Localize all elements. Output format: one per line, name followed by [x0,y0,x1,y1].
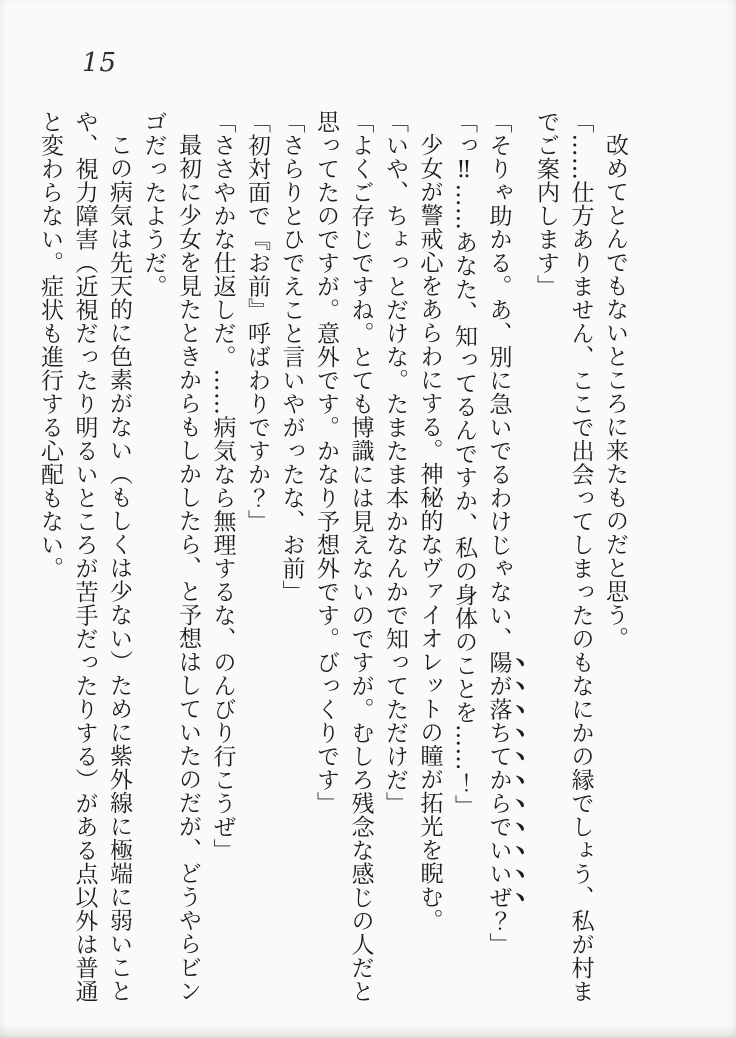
text-run: 「ささやかな仕返しだ。……病気なら無理するな、のんびり行こうぜ」 [209,110,236,862]
paragraph [274,110,309,1015]
paragraph [598,110,633,1015]
paragraph [309,110,378,1015]
paragraph [240,110,275,1015]
paragraph [33,110,137,1015]
text-run: 「よくご存じですね。とても博識には見えないのですが。むしろ残念な感じの人だと思ってたのですが。意外です。かなり予想外です。びっくりです」 [313,110,374,1003]
paragraph [205,110,240,1015]
text-run: 「……仕方ありません、ここで出会ってしまったのもなにかの縁でしょう、私が村までご案内します」 [533,110,594,1003]
text-run: 「さらりとひでえこと言いやがったな、お前」 [278,110,305,604]
paragraph [529,110,598,1015]
paragraph [481,110,529,1015]
paragraph [136,110,205,1015]
page-text [37,110,632,1015]
emphasized-text: 陽が落ちてからでいいぜ [485,650,512,909]
page-number: 15 [82,48,118,78]
text-run: ？」 [485,909,512,956]
paragraph [412,110,447,1015]
text-run: 改めてとんでもないところに来たものだと思う。 [602,133,628,650]
text-run: 少女が警戒心をあらわにする。神秘的なヴァイオレットの瞳が拓光を睨む。 [416,133,443,932]
text-run: 「そりゃ助かる。あ、別に急いでるわけじゃない、 [485,110,512,651]
text-run: 最初に少女を見たときからもしかしたら、と予想はしていたのだが、どうやらビンゴだったようだ。 [140,110,201,1003]
paragraph [378,110,413,1015]
text-run: 「っ‼……あなた、知ってるんですか、私の身体のことを……！」 [451,110,477,818]
text-run: 「いや、ちょっとだけな。たまたま本かなんかで知ってただけだ」 [382,110,408,815]
paragraph [447,110,482,1015]
text-run: 「初対面で『お前』呼ばわりですか？」 [244,110,270,533]
text-run: この病気は先天的に色素がない（もしくは少ない）ために紫外線に極端に弱いことや、視力障害（近視だったり明るいところが苦手だったりする）がある点以外は普通と変わらない。症状も進行する心配もない。 [37,110,132,1003]
